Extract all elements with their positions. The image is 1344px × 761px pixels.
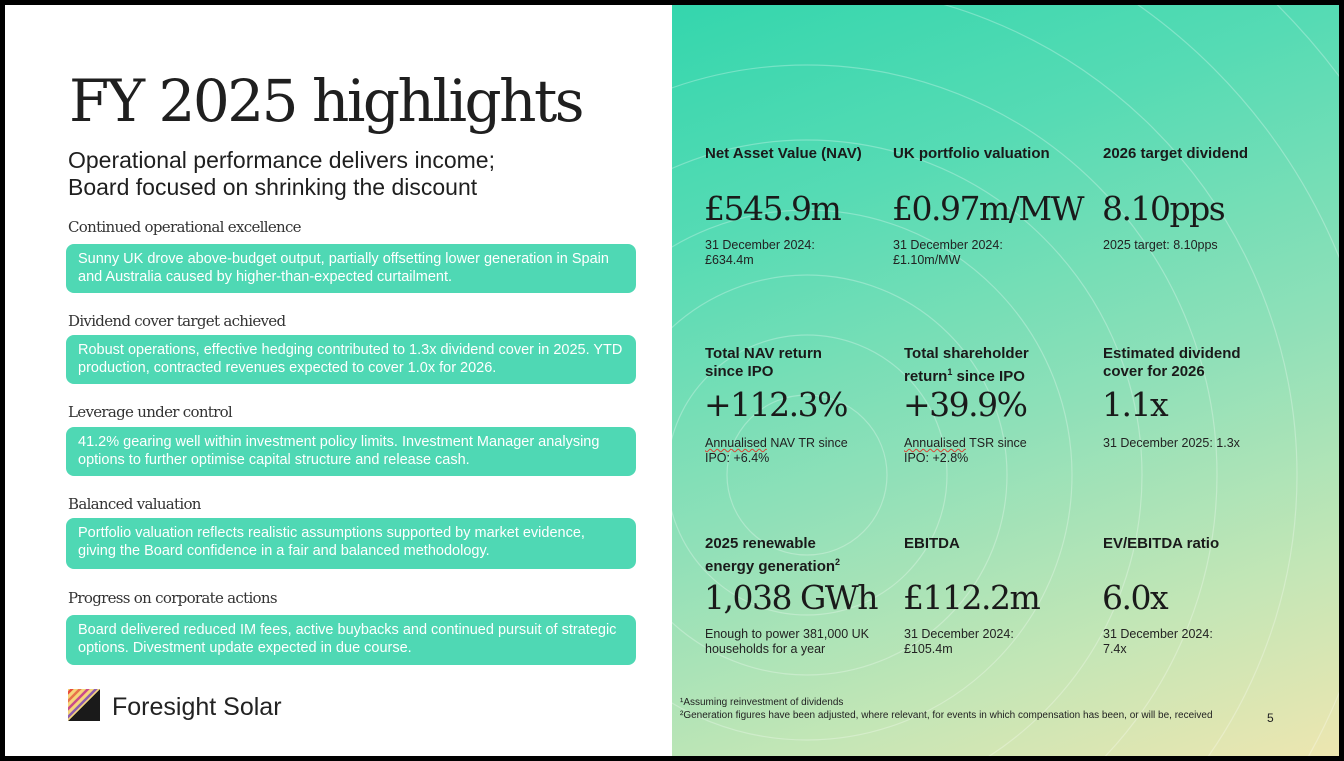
section-box-dividend: Robust operations, effective hedging contributed to 1.3x dividend cover in 2025. YTD production, contracted revenues expected to cover 1.0x for 2026.: [66, 335, 636, 384]
logo-text: Foresight Solar: [112, 693, 282, 721]
section-label-valuation: Balanced valuation: [68, 495, 201, 513]
metric-note-tsr-b: TSR since IPO: +2.8%: [904, 436, 1027, 465]
metric-label-tsr-sup: 1: [947, 367, 953, 377]
left-panel: [5, 5, 672, 756]
metric-note-tsr: [904, 436, 1044, 466]
footnote-2: ²Generation figures have been adjusted, where relevant, for events in which compensation has been, or will be, received: [680, 710, 1213, 721]
section-label-operational: Continued operational excellence: [68, 218, 301, 236]
metric-note-nav-return-b: NAV TR since IPO: +6.4%: [705, 436, 848, 465]
metric-label-ebitda: EBITDA: [904, 535, 960, 552]
metric-note-cover: 31 December 2025: 1.3x: [1103, 436, 1240, 450]
metric-value-nav-return: +112.3%: [704, 385, 847, 424]
metric-label-ev-ebitda: EV/EBITDA ratio: [1103, 535, 1220, 552]
footnote-1: ¹Assuming reinvestment of dividends: [680, 697, 844, 708]
section-box-leverage: 41.2% gearing well within investment policy limits. Investment Manager analysing options to further optimise capital structure and release cash.: [66, 427, 636, 476]
metric-label-tsr: [904, 345, 1054, 386]
page-number: 5: [1267, 711, 1274, 725]
metric-label-dividend: 2026 target dividend: [1103, 145, 1249, 162]
subtitle-line-2: Board focused on shrinking the discount: [68, 174, 478, 200]
metric-note-nav-return-a: Annualised: [705, 436, 767, 450]
metric-label-tsr-b: since IPO: [952, 368, 1025, 385]
page-subtitle: [68, 147, 495, 201]
metric-note-dividend: 2025 target: 8.10pps: [1103, 238, 1218, 252]
metric-note-tsr-a: Annualised: [904, 436, 966, 450]
page-title: FY 2025 highlights: [69, 67, 583, 135]
metric-label-nav-return: Total NAV return since IPO: [705, 345, 822, 380]
metric-value-ebitda: £112.2m: [903, 578, 1040, 617]
right-panel: [672, 5, 1339, 756]
metric-label-generation-sup: 2: [835, 557, 841, 567]
section-label-dividend: Dividend cover target achieved: [68, 312, 286, 330]
metric-note-nav: 31 December 2024: £634.4m: [705, 238, 815, 267]
section-box-corporate: Board delivered reduced IM fees, active buybacks and continued pursuit of strategic options. Divestment update expected in due course.: [66, 615, 636, 665]
metric-label-generation-a: 2025 renewable energy generation: [705, 535, 836, 575]
metric-label-cover: Estimated dividend cover for 2026: [1103, 345, 1241, 380]
metric-value-uk-valuation: £0.97m/MW: [892, 189, 1084, 228]
metric-value-ev-ebitda: 6.0x: [1102, 578, 1168, 617]
metric-label-nav: Net Asset Value (NAV): [705, 145, 862, 162]
metric-note-ev-ebitda: 31 December 2024: 7.4x: [1103, 627, 1213, 656]
metric-value-generation: 1,038 GWh: [704, 578, 877, 617]
metric-value-tsr: +39.9%: [903, 385, 1027, 424]
metric-note-nav-return: [705, 436, 865, 466]
metric-note-uk-valuation: 31 December 2024: £1.10m/MW: [893, 238, 1003, 267]
section-label-leverage: Leverage under control: [68, 403, 233, 421]
metric-value-cover: 1.1x: [1102, 385, 1168, 424]
section-box-valuation: Portfolio valuation reflects realistic assumptions supported by market evidence, giving the Board confidence in a fair and balanced methodology.: [66, 518, 636, 569]
section-box-operational: Sunny UK drove above-budget output, partially offsetting lower generation in Spain and Australia caused by higher-than-expected curtailment.: [66, 244, 636, 293]
foresight-logo-icon: [68, 689, 100, 721]
metric-label-generation: [705, 535, 865, 576]
metric-note-ebitda: 31 December 2024: £105.4m: [904, 627, 1014, 656]
metric-value-nav: £545.9m: [704, 189, 841, 228]
metric-label-tsr-a: Total shareholder return: [904, 345, 1029, 385]
subtitle-line-1: Operational performance delivers income;: [68, 147, 495, 173]
metric-value-dividend: 8.10pps: [1102, 189, 1225, 228]
section-label-corporate: Progress on corporate actions: [68, 589, 277, 607]
metric-label-uk-valuation: UK portfolio valuation: [893, 145, 1050, 162]
metric-note-generation: Enough to power 381,000 UK households for a year: [705, 627, 870, 656]
